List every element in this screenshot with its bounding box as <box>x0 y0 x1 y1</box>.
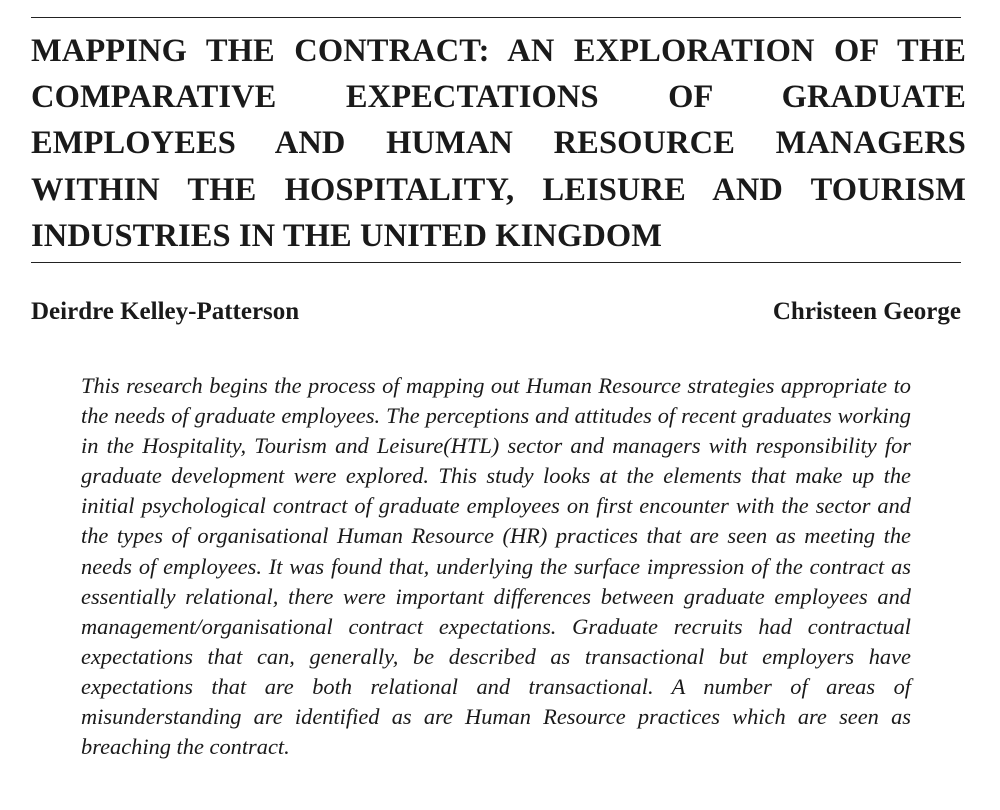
author-name: Christeen George <box>772 298 961 325</box>
author-name: Deirdre Kelley-Patterson <box>31 298 300 325</box>
title-divider-rule <box>31 262 961 263</box>
paper-title: MAPPING THE CONTRACT: AN EXPLORATION OF THE COMPARATIVE EXPECTATIONS OF GRADUATE EMPLOYEES AND HUMAN RESOURCE MANAGERS WITHIN THE HOSPITALITY, LEISURE AND TOURISM INDUSTRIES IN THE UNITED KINGDOM <box>31 33 966 254</box>
abstract-text: This research begins the process of mapping out Human Resource strategies appropriate to the needs of graduate employees. The perceptions and attitudes of recent graduates working in the Hospitality, Tourism and Leisure(HTL) sector and managers with responsibility for graduate development were explored. This study looks at the elements that make up the initial psychological contract of graduate employees on first encounter with the sector and the types of organisational Human Resource (HR) practices that are seen as meeting the needs of employees. It was found that, underlying the surface impression of the contract as essentially relational, there were important differences between graduate employees and management/organisational contract expectations. Graduate recruits had contractual expectations that can, generally, be described as transactional but employers have expectations that are both relational and transactional. A number of areas of misunderstanding are identified as are Human Resource practices which are seen as breaching the contract. <box>81 373 911 760</box>
top-rule <box>31 17 961 18</box>
